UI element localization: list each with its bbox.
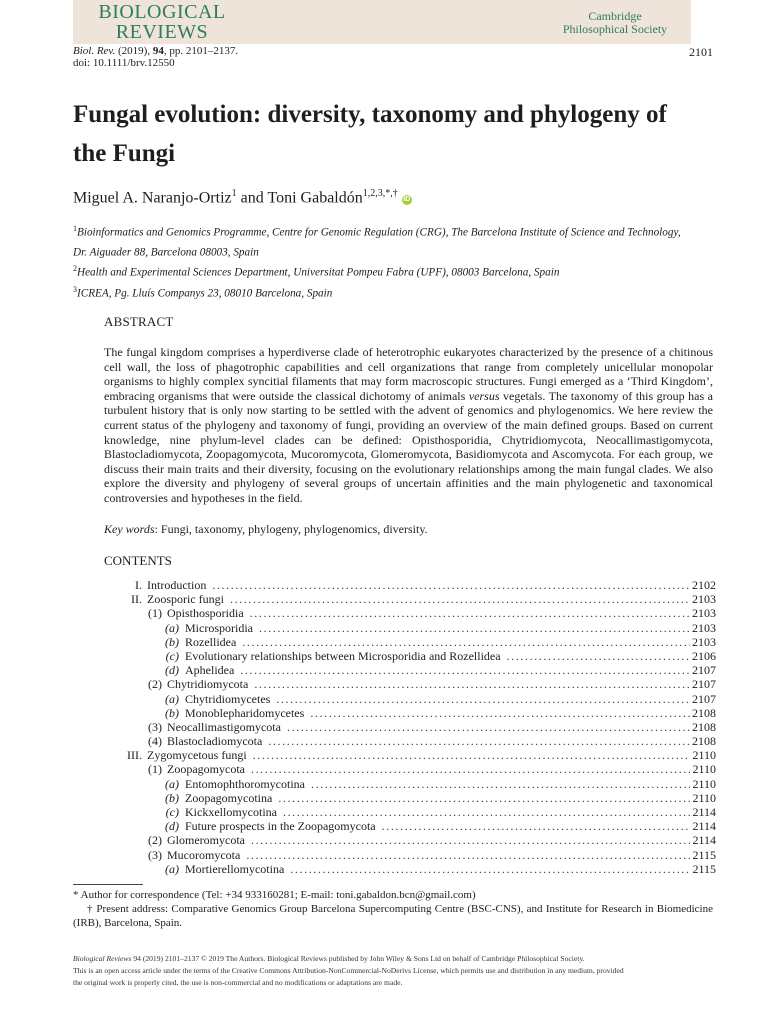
toc-entry-page: 2108 bbox=[692, 734, 716, 749]
citation-pages: , pp. 2101–2137. bbox=[163, 45, 239, 57]
toc-entry-title: Zoopagomycota bbox=[167, 762, 245, 777]
toc-entry[interactable] bbox=[104, 592, 716, 606]
toc-leader-dots bbox=[240, 663, 690, 677]
toc-entry[interactable] bbox=[104, 606, 716, 620]
toc-entry-page: 2106 bbox=[692, 648, 716, 663]
toc-leader-dots bbox=[250, 606, 690, 620]
author-affil-sup: 1,2,3,*,† bbox=[362, 188, 398, 199]
citation-volume: 94 bbox=[152, 45, 164, 57]
toc-entry[interactable] bbox=[104, 734, 716, 748]
toc-entry-page: 2110 bbox=[692, 776, 716, 791]
affiliation-sup: 1 bbox=[73, 224, 77, 233]
toc-entry-title: Rozellidea bbox=[185, 634, 237, 649]
toc-entry-page: 2107 bbox=[692, 663, 716, 678]
toc-entry-page: 2114 bbox=[692, 805, 716, 819]
toc-entry-page: 2115 bbox=[692, 861, 716, 876]
contents-heading: CONTENTS bbox=[104, 553, 172, 568]
toc-leader-dots bbox=[278, 791, 690, 805]
toc-entry-title: Kickxellomycotina bbox=[185, 805, 277, 819]
toc-entry-number: (c) bbox=[165, 648, 179, 663]
toc-leader-dots bbox=[251, 762, 690, 776]
article-title: Fungal evolution: diversity, taxonomy and phylogeny of the Fungi bbox=[73, 101, 667, 167]
toc-entry-title: Microsporidia bbox=[185, 620, 253, 635]
license-text: 94 (2019) 2101–2137 © 2019 The Authors. Biological Reviews published by John Wiley & Sons Ltd on behalf of Cambridge Philosophical Society. bbox=[131, 954, 585, 963]
toc-entry[interactable] bbox=[104, 777, 716, 791]
toc-entry-number: (a) bbox=[165, 620, 179, 635]
keywords-label: Key words bbox=[104, 522, 155, 536]
toc-entry-title: Entomophthoromycotina bbox=[185, 776, 305, 791]
citation-year: (2019), bbox=[118, 45, 151, 57]
society-line1: Cambridge bbox=[588, 9, 642, 23]
toc-leader-dots bbox=[287, 720, 690, 734]
abstract-text: The fungal kingdom comprises a hyperdiverse clade of heterotrophic eukaryotes characterized by the presence of a chitinous cell wall, the loss of phagotrophic capabilities and cell organizations that range from completely unicellular monopolar organisms to highly complex syncitial filaments that may form macroscopic structures. Fungi emerged as a ‘Third Kingdom’, embracing organisms that were outside the classical dichotomy of animals bbox=[104, 345, 713, 403]
author-join: and bbox=[236, 189, 268, 207]
toc-entry-title: Mortierellomycotina bbox=[185, 861, 285, 876]
toc-entry-page: 2102 bbox=[692, 578, 716, 592]
abstract-heading: ABSTRACT bbox=[104, 314, 174, 329]
toc-leader-dots bbox=[242, 635, 690, 649]
toc-entry-title: Evolutionary relationships between Microsporidia and Rozellidea bbox=[185, 648, 501, 663]
toc-entry-page: 2110 bbox=[692, 790, 716, 805]
keywords-text: : Fungi, taxonomy, phylogeny, phylogenomics, diversity. bbox=[154, 522, 428, 536]
toc-entry[interactable] bbox=[104, 848, 716, 862]
footnotes bbox=[73, 888, 713, 930]
citation-line bbox=[73, 45, 238, 57]
toc-entry-number: (4) bbox=[148, 734, 162, 749]
toc-entry[interactable] bbox=[104, 819, 716, 833]
toc-entry[interactable] bbox=[104, 621, 716, 635]
license-line bbox=[73, 953, 713, 965]
toc-entry-number: (1) bbox=[148, 762, 162, 777]
doi-link[interactable]: doi: 10.1111/brv.12550 bbox=[73, 57, 175, 69]
toc-entry[interactable] bbox=[104, 720, 716, 734]
toc-entry[interactable] bbox=[104, 649, 716, 663]
toc-entry-title: Introduction bbox=[147, 578, 207, 592]
toc-leader-dots bbox=[253, 748, 691, 762]
toc-entry-page: 2115 bbox=[692, 847, 716, 862]
toc-entry-number: (3) bbox=[148, 847, 162, 862]
toc-entry-title: Opisthosporidia bbox=[167, 606, 244, 621]
toc-entry-number: II. bbox=[131, 592, 142, 607]
toc-entry[interactable] bbox=[104, 663, 716, 677]
toc-entry-page: 2108 bbox=[692, 705, 716, 720]
toc-entry-number: (a) bbox=[165, 691, 179, 706]
toc-leader-dots bbox=[311, 777, 690, 791]
affiliation-line bbox=[73, 282, 693, 302]
license-line: the original work is properly cited, the use is non-commercial and no modifications or adaptations are made. bbox=[73, 978, 403, 987]
toc-entry-title: Zygomycetous fungi bbox=[147, 748, 247, 763]
toc-entry-title: Zoopagomycotina bbox=[185, 790, 273, 805]
affiliation-text: Dr. Aiguader 88, Barcelona 08003, Spain bbox=[73, 246, 259, 259]
toc-entry[interactable] bbox=[104, 635, 716, 649]
affiliation-text: Health and Experimental Sciences Department, Universitat Pompeu Fabra (UPF), 08003 Barcelona, Spain bbox=[77, 267, 560, 280]
toc-entry-number: I. bbox=[135, 578, 142, 592]
toc-entry-page: 2103 bbox=[692, 634, 716, 649]
toc-entry-number: (b) bbox=[165, 705, 179, 720]
toc-entry-page: 2107 bbox=[692, 677, 716, 692]
toc-entry[interactable] bbox=[104, 805, 716, 819]
abstract-italic: versus bbox=[468, 388, 500, 403]
toc-entry[interactable] bbox=[104, 762, 716, 776]
toc-entry-page: 2110 bbox=[692, 748, 716, 763]
toc-entry-number: (a) bbox=[165, 776, 179, 791]
toc-leader-dots bbox=[310, 706, 690, 720]
toc-entry-page: 2110 bbox=[692, 762, 716, 777]
toc-leader-dots bbox=[230, 592, 690, 606]
society-logo[interactable] bbox=[545, 10, 685, 36]
affiliation-line bbox=[73, 241, 693, 261]
toc-entry[interactable] bbox=[104, 578, 716, 592]
toc-entry-page: 2114 bbox=[692, 819, 716, 834]
toc-entry-title: Future prospects in the Zoopagomycota bbox=[185, 819, 376, 834]
toc-entry-number: (d) bbox=[165, 663, 179, 678]
affiliation-sup: 3 bbox=[73, 284, 77, 294]
toc-entry[interactable] bbox=[104, 706, 716, 720]
toc-entry-number: (b) bbox=[165, 634, 179, 649]
toc-entry-title: Aphelidea bbox=[185, 663, 235, 678]
affiliation-line bbox=[73, 221, 693, 241]
toc-entry-number: (2) bbox=[148, 833, 162, 848]
author-list bbox=[73, 188, 412, 207]
toc-entry[interactable] bbox=[104, 677, 716, 691]
toc-entry[interactable] bbox=[104, 833, 716, 847]
toc-entry-page: 2103 bbox=[692, 606, 716, 621]
toc-leader-dots bbox=[290, 862, 690, 876]
toc-entry[interactable] bbox=[104, 791, 716, 805]
toc-entry-number: (b) bbox=[165, 790, 179, 805]
orcid-icon[interactable]: iD bbox=[403, 196, 411, 204]
author-affil-sup: 1 bbox=[231, 188, 237, 199]
toc-leader-dots bbox=[212, 578, 690, 592]
toc-entry[interactable] bbox=[104, 692, 716, 706]
license-line[interactable]: This is an open access article under the terms of the Creative Commons Attribution-NonCommercial-NoDerivs License, which permits use and distribution in any medium, provided bbox=[73, 966, 624, 975]
license-journal: Biological Reviews bbox=[73, 954, 132, 963]
toc-entry-title: Chytridiomycota bbox=[167, 677, 249, 692]
toc-leader-dots bbox=[246, 848, 690, 862]
toc-entry-number: (1) bbox=[148, 606, 162, 621]
citation-block bbox=[73, 45, 238, 69]
toc-leader-dots bbox=[382, 819, 691, 833]
table-of-contents bbox=[104, 578, 716, 876]
keywords bbox=[104, 522, 428, 537]
journal-logo-line1: BIOLOGICAL bbox=[98, 1, 226, 23]
toc-leader-dots bbox=[507, 649, 690, 663]
toc-leader-dots bbox=[251, 833, 690, 847]
toc-entry-title: Mucoromycota bbox=[167, 847, 241, 862]
page-number: 2101 bbox=[689, 45, 713, 59]
citation-journal: Biol. Rev. bbox=[73, 45, 116, 57]
toc-leader-dots bbox=[268, 734, 690, 748]
society-line2: Philosophical Society bbox=[562, 22, 668, 36]
toc-entry-number: (d) bbox=[165, 819, 179, 834]
toc-leader-dots bbox=[283, 805, 690, 819]
journal-logo-line2: REVIEWS bbox=[115, 21, 209, 43]
toc-entry-page: 2108 bbox=[692, 719, 716, 734]
toc-leader-dots bbox=[276, 692, 690, 706]
toc-entry[interactable] bbox=[104, 862, 716, 876]
footnote-divider bbox=[73, 884, 143, 885]
journal-logo[interactable] bbox=[82, 2, 242, 42]
toc-entry-title: Monoblepharidomycetes bbox=[185, 705, 305, 720]
toc-entry-number: (2) bbox=[148, 677, 162, 692]
abstract-text: vegetals. The taxonomy of this group has a turbulent history that is only now starting to be settled with the advent of genomics and phylogenomics. We here review the current status of the phylogeny and taxonomy of fungi, providing an overview of the main defined groups. Based on current knowledge, nine phylum-level clades can be defined: Opisthosporidia, Chytridiomycota, Neocallimastigomycota, Blastocladiomycota, Zoopagomycota, Mucoromycota, Glomeromycota, Basidiomycota and Ascomycota. For each group, we discuss their main traits and their diversity, focusing on the evolutionary relationships among the main fungal clades. We also explore the diversity and phylogeny of several groups of uncertain affinities and the main phylogenetic and taxonomical controversies and hypotheses in the field. bbox=[104, 388, 714, 505]
toc-entry-page: 2107 bbox=[692, 691, 716, 706]
toc-entry-title: Chytridiomycetes bbox=[185, 691, 271, 706]
affiliations bbox=[73, 221, 693, 302]
author-name[interactable]: Toni Gabaldón bbox=[267, 189, 363, 207]
toc-entry-number: III. bbox=[127, 748, 142, 763]
footnote-correspondence: * Author for correspondence (Tel: +34 933160281; E-mail: toni.gabaldon.bcn@gmail.com) bbox=[73, 889, 476, 901]
license-notice bbox=[73, 953, 713, 989]
toc-entry-title: Glomeromycota bbox=[167, 833, 245, 848]
abstract-body bbox=[104, 345, 713, 506]
toc-entry-page: 2103 bbox=[692, 620, 716, 635]
toc-entry[interactable] bbox=[104, 748, 716, 762]
toc-entry-page: 2103 bbox=[692, 592, 716, 607]
journal-banner bbox=[73, 0, 691, 44]
toc-entry-title: Blastocladiomycota bbox=[167, 734, 263, 749]
toc-entry-number: (3) bbox=[148, 719, 162, 734]
toc-entry-number: (a) bbox=[165, 861, 179, 876]
toc-leader-dots bbox=[259, 621, 690, 635]
affiliation-text: Bioinformatics and Genomics Programme, Centre for Genomic Regulation (CRG), The Barcelona Institute of Science and Technology, bbox=[77, 226, 681, 239]
affiliation-sup: 2 bbox=[73, 264, 77, 274]
toc-entry-title: Zoosporic fungi bbox=[147, 592, 224, 607]
toc-entry-number: (c) bbox=[165, 805, 179, 819]
footnote-present-address: † Present address: Comparative Genomics Group Barcelona Supercomputing Centre (BSC-CNS), and Institute for Research in Biomedicine (IRB), Barcelona, Spain. bbox=[73, 903, 713, 929]
toc-leader-dots bbox=[254, 677, 690, 691]
author-name[interactable]: Miguel A. Naranjo-Ortiz bbox=[73, 189, 232, 207]
toc-entry-page: 2114 bbox=[692, 833, 716, 848]
toc-entry-title: Neocallimastigomycota bbox=[167, 719, 281, 734]
affiliation-line bbox=[73, 261, 693, 281]
affiliation-text: ICREA, Pg. Lluís Companys 23, 08010 Barcelona, Spain bbox=[77, 287, 333, 300]
